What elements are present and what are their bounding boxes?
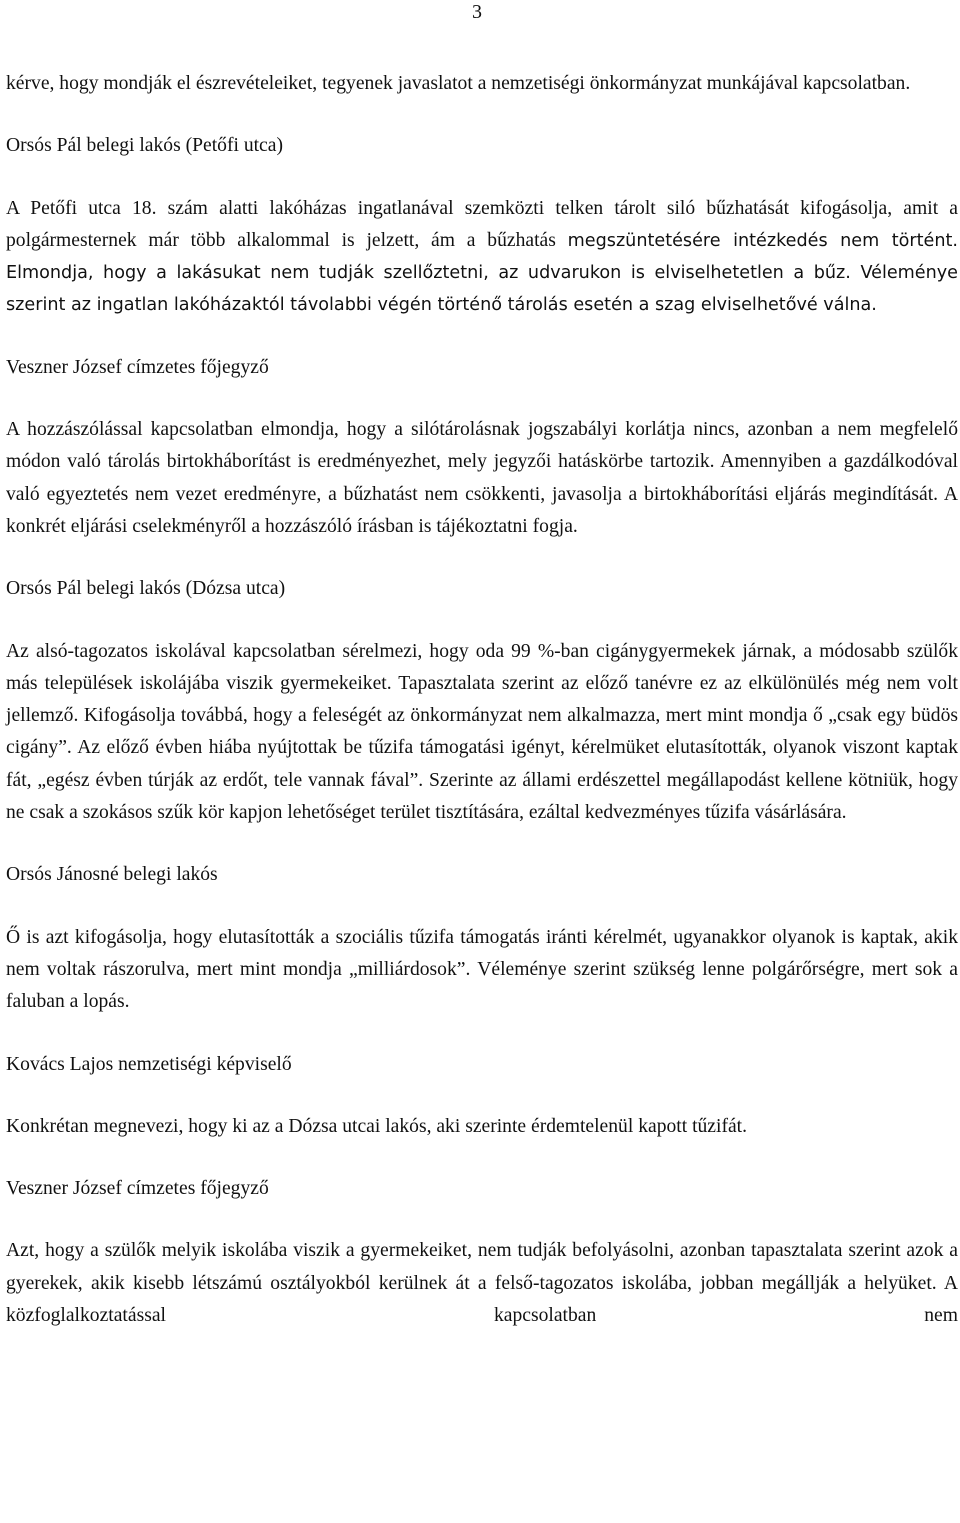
paragraph-gap — [6, 543, 958, 573]
paragraph — [6, 193, 958, 322]
paragraph-segment: A Petőfi utca 18. szám alatti lakóházas ingatlanával szemközti telken tárolt siló bűzhatását kifogásolja, amit a polgármesternek már több alkalommal is jelzett, ám a bűzhatás — [6, 197, 958, 251]
paragraph-gap — [6, 892, 958, 922]
paragraph-gap — [6, 322, 958, 352]
paragraph-gap — [6, 163, 958, 193]
paragraph: A hozzászólással kapcsolatban elmondja, hogy a silótárolásnak jogszabályi korlátja nincs, azonban a nem megfelelő módon való tárolás birtokháborítást is eredményezhet, mely jegyzői hatáskörbe tartozik. Amennyiben a gazdálkodóval való egyeztetés nem vezet eredményre, a bűzhatást nem csökkenti, javasolja a birtokháborítási eljárás megindítását. A konkrét eljárási cselekményről a hozzászóló írásban is tájékoztatni fogja. — [6, 419, 958, 537]
paragraph-gap — [6, 1143, 958, 1173]
page-number: 3 — [472, 1, 482, 23]
paragraph-gap — [6, 1205, 958, 1235]
speaker-name: Veszner József címzetes főjegyző — [6, 1178, 269, 1200]
document-body — [6, 68, 958, 1332]
paragraph: Azt, hogy a szülők melyik iskolába viszik a gyermekeiket, nem tudják befolyásolni, azonban tapasztalata szerint azok a gyerekek, akik kisebb létszámú osztályokból kerülnek át a felső-tagozatos iskolába, jobban megállják a helyüket. A közfoglalkoztatással kapcsolatban nem — [6, 1240, 958, 1327]
paragraph: kérve, hogy mondják el észrevételeiket, tegyenek javaslatot a nemzetiségi önkormányzat munkájával kapcsolatban. — [6, 73, 911, 94]
paragraph-segment: megszüntetésére intézkedés nem történt. Elmondja, hogy a lakásukat nem tudják szellőztetni, az udvarukon is elviselhetetlen a bűz. Véleménye szerint az ingatlan lakóházaktól távolabbi végén történő tárolás esetén a szag elviselhetővé válna. — [6, 230, 958, 316]
paragraph-gap — [6, 100, 958, 130]
speaker-name: Orsós Pál belegi lakós (Petőfi utca) — [6, 135, 283, 157]
paragraph: Az alsó-tagozatos iskolával kapcsolatban sérelmezi, hogy oda 99 %-ban cigánygyermekek járnak, a módosabb szülők más települések iskolájába viszik gyermekeiket. Tapasztalata szerint az előző tanévre ez az elkülönülés még nem volt jellemző. Kifogásolja továbbá, hogy a feleségét az önkormányzat nem alkalmazza, mert mint mondja ő „csak egy büdös cigány”. Az előző évben hiába nyújtottak be tűzifa támogatási igényt, kérelmüket elutasították, olyanok viszont kaptak fát, „egész évben túrják az erdőt, tele vannak fával”. Szerinte az állami erdészettel megállapodást kellene kötniük, hogy ne csak a szokásos szűk kör kapjon lehetőséget terület tisztítására, ezáltal kedvezményes tűzifa vásárlására. — [6, 640, 958, 824]
speaker-name: Orsós Jánosné belegi lakós — [6, 864, 218, 886]
paragraph: Konkrétan megnevezi, hogy ki az a Dózsa utcai lakós, aki szerinte érdemtelenül kapott tűzifát. — [6, 1115, 748, 1137]
paragraph-gap — [6, 384, 958, 414]
speaker-name: Kovács Lajos nemzetiségi képviselő — [6, 1053, 292, 1075]
paragraph: Ő is azt kifogásolja, hogy elutasították a szociális tűzifa támogatás iránti kérelmét, ugyanakkor olyanok is kaptak, akik nem voltak rászorulva, mert mint mondja „milliárdosok”. Véleménye szerint szükség lenne polgárőrségre, mert sok a faluban a lopás. — [6, 926, 958, 1013]
paragraph-gap — [6, 1019, 958, 1049]
speaker-name: Veszner József címzetes főjegyző — [6, 356, 269, 378]
speaker-name: Orsós Pál belegi lakós (Dózsa utca) — [6, 578, 286, 600]
paragraph-gap — [6, 829, 958, 859]
paragraph-gap — [6, 606, 958, 636]
paragraph-gap — [6, 1081, 958, 1111]
